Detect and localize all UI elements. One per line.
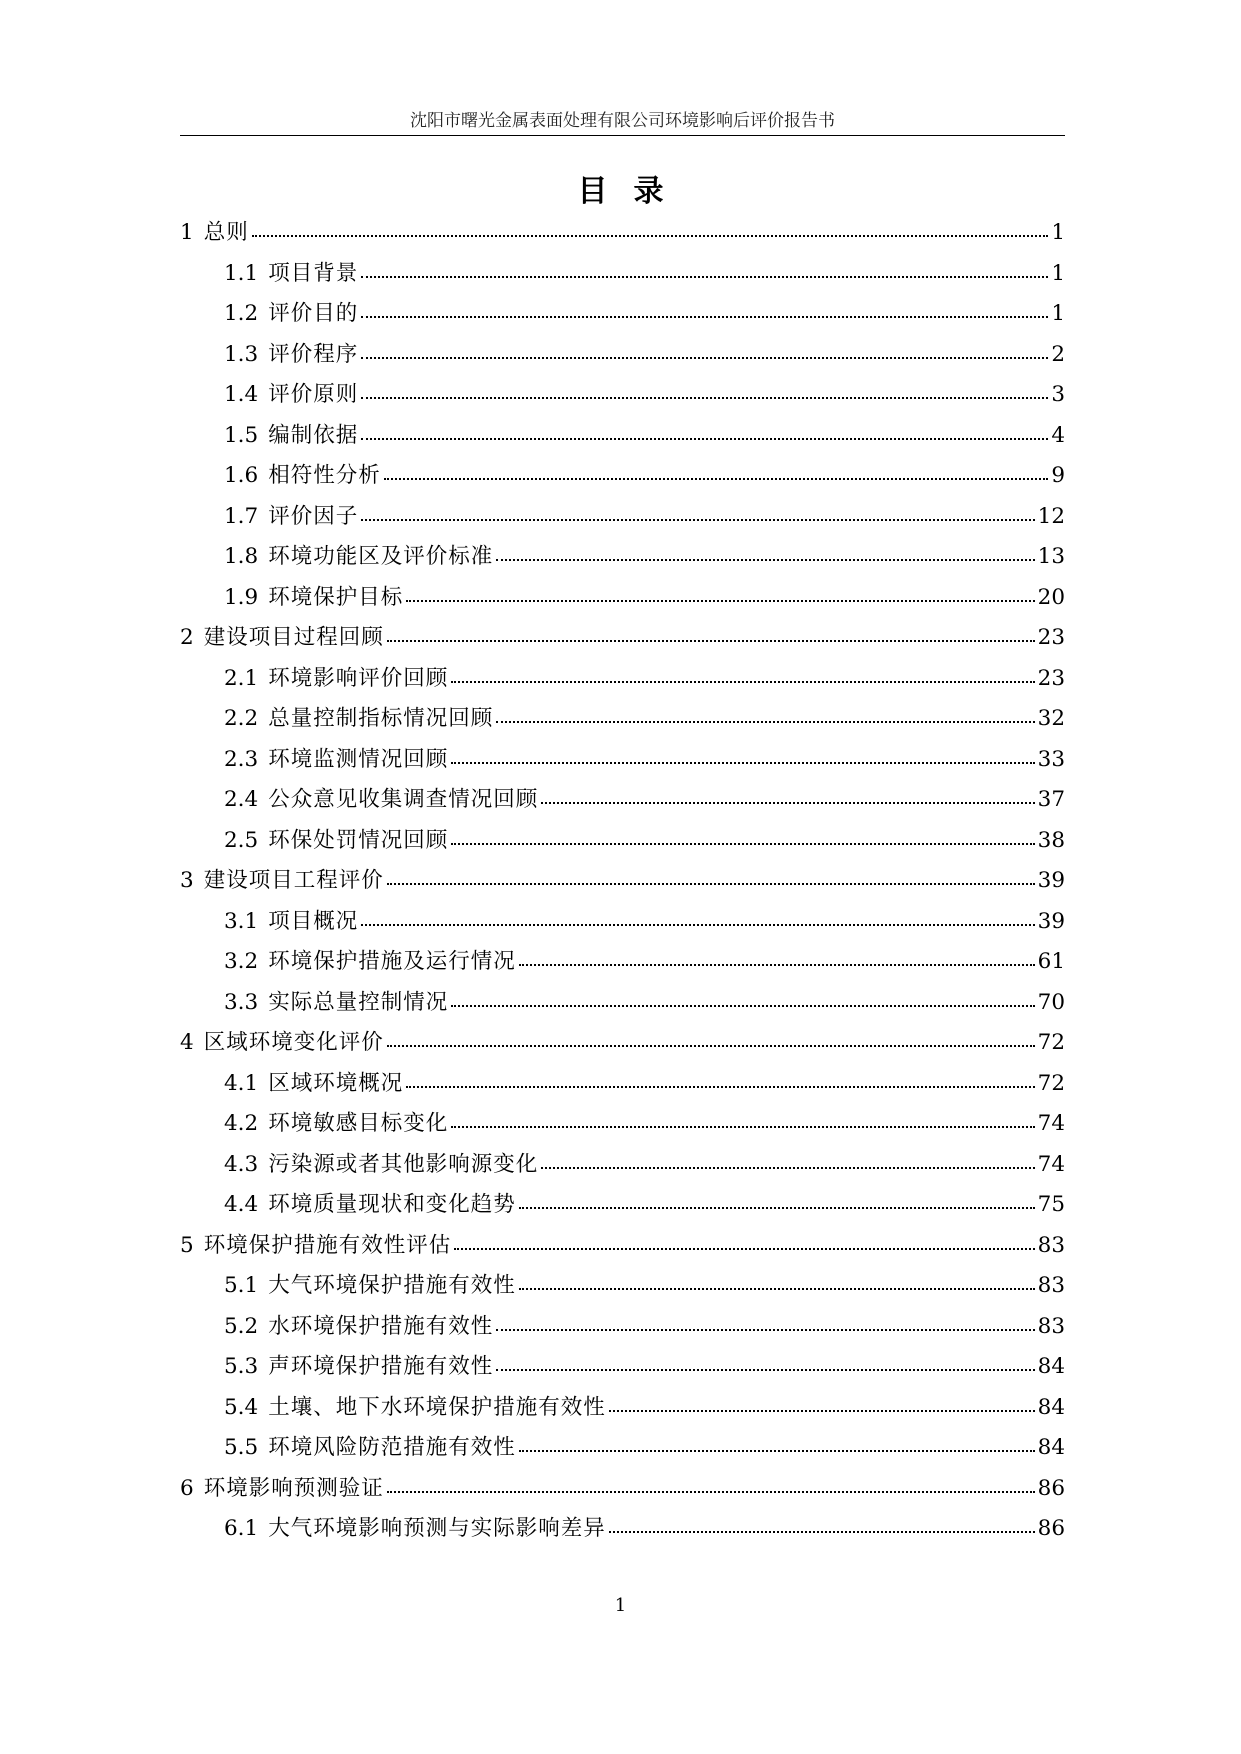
toc-chapter-entry[interactable] (180, 213, 1065, 254)
entry-page-number: 61 (1037, 949, 1065, 974)
toc-section-entry[interactable] (180, 942, 1065, 983)
dot-leader (541, 1166, 1034, 1169)
entry-number: 3 (180, 868, 194, 893)
running-header: 沈阳市曙光金属表面处理有限公司环境影响后评价报告书 (410, 111, 835, 131)
dot-leader (451, 1125, 1034, 1128)
entry-page-number: 23 (1037, 665, 1065, 691)
toc-section-entry[interactable] (180, 1388, 1065, 1429)
toc-chapter-entry[interactable] (180, 1469, 1065, 1510)
entry-page-number: 72 (1037, 1070, 1065, 1096)
entry-title: 区域环境概况 (268, 1070, 404, 1096)
toc-section-entry[interactable] (180, 497, 1065, 538)
dot-leader (387, 1044, 1035, 1047)
entry-page-number: 39 (1037, 908, 1065, 934)
entry-page-number: 13 (1037, 544, 1065, 569)
page-number: 1 (614, 1595, 627, 1616)
entry-number: 5.4 (224, 1394, 259, 1420)
toc-section-entry[interactable] (180, 821, 1065, 862)
entry-page-number: 84 (1037, 1354, 1065, 1379)
dot-leader (406, 1085, 1034, 1088)
toc-section-entry[interactable] (180, 699, 1065, 740)
dot-leader (451, 1004, 1034, 1007)
entry-number: 1.2 (224, 301, 259, 326)
entry-title: 水环境保护措施有效性 (268, 1313, 494, 1339)
entry-title: 环境影响评价回顾 (268, 665, 449, 691)
toc-section-entry[interactable] (180, 1347, 1065, 1388)
entry-number: 1.8 (224, 544, 259, 569)
entry-title: 声环境保护措施有效性 (268, 1354, 494, 1379)
entry-title: 环境保护措施有效性评估 (203, 1232, 452, 1258)
dot-leader (519, 1206, 1035, 1209)
toc-section-entry[interactable] (180, 537, 1065, 578)
entry-number: 4.2 (224, 1111, 259, 1136)
toc-section-entry[interactable] (180, 456, 1065, 497)
entry-title: 相符性分析 (268, 463, 381, 488)
entry-page-number: 72 (1037, 1030, 1065, 1055)
dot-leader (252, 234, 1049, 237)
entry-page-number: 38 (1037, 827, 1065, 853)
toc-section-entry[interactable] (180, 1185, 1065, 1226)
dot-leader (361, 356, 1048, 359)
dot-leader (406, 599, 1034, 602)
toc-section-entry[interactable] (180, 1266, 1065, 1307)
toc-section-entry[interactable] (180, 1064, 1065, 1105)
entry-page-number: 12 (1037, 503, 1065, 529)
toc-chapter-entry[interactable] (180, 1023, 1065, 1064)
entry-title: 评价原则 (268, 382, 359, 407)
dot-leader (609, 1530, 1035, 1533)
dot-leader (361, 923, 1034, 926)
dot-leader (609, 1409, 1035, 1412)
toc-chapter-entry[interactable] (180, 618, 1065, 659)
entry-title: 大气环境保护措施有效性 (268, 1273, 516, 1298)
entry-page-number: 1 (1051, 260, 1065, 286)
entry-number: 3.1 (224, 908, 259, 934)
dot-leader (454, 1247, 1034, 1250)
entry-page-number: 83 (1037, 1273, 1065, 1298)
toc-title: 目录 (577, 174, 690, 209)
entry-number: 5.5 (224, 1435, 259, 1460)
entry-page-number: 83 (1037, 1313, 1065, 1339)
entry-page-number: 9 (1051, 463, 1065, 488)
entry-title: 评价因子 (268, 503, 359, 529)
entry-title: 环境影响预测验证 (203, 1475, 384, 1501)
entry-page-number: 74 (1037, 1111, 1065, 1136)
toc-section-entry[interactable] (180, 254, 1065, 295)
entry-page-number: 86 (1037, 1475, 1065, 1501)
dot-leader (496, 1368, 1034, 1371)
entry-title: 环保处罚情况回顾 (268, 827, 449, 853)
toc-section-entry[interactable] (180, 659, 1065, 700)
entry-number: 3.2 (224, 949, 259, 974)
entry-number: 3.3 (224, 989, 259, 1015)
entry-number: 1 (180, 220, 194, 245)
dot-leader (519, 1287, 1035, 1290)
toc-section-entry[interactable] (180, 578, 1065, 619)
toc-section-entry[interactable] (180, 902, 1065, 943)
toc-section-entry[interactable] (180, 740, 1065, 781)
entry-page-number: 75 (1037, 1192, 1065, 1217)
dot-leader (387, 882, 1035, 885)
entry-page-number: 84 (1037, 1394, 1065, 1420)
entry-number: 5 (180, 1232, 194, 1258)
entry-number: 1.7 (224, 503, 259, 529)
entry-title: 项目背景 (268, 260, 359, 286)
toc-section-entry[interactable] (180, 1145, 1065, 1186)
entry-page-number: 2 (1051, 341, 1065, 367)
entry-page-number: 86 (1037, 1516, 1065, 1541)
entry-number: 4.1 (224, 1070, 259, 1096)
dot-leader (361, 275, 1048, 278)
entry-number: 1.6 (224, 463, 259, 488)
dot-leader (387, 1490, 1035, 1493)
entry-page-number: 23 (1037, 625, 1065, 650)
entry-number: 1.5 (224, 422, 259, 448)
entry-number: 5.3 (224, 1354, 259, 1379)
entry-title: 环境质量现状和变化趋势 (268, 1192, 516, 1217)
entry-title: 公众意见收集调查情况回顾 (268, 787, 539, 812)
entry-page-number: 32 (1037, 706, 1065, 731)
entry-title: 环境监测情况回顾 (268, 746, 449, 772)
entry-page-number: 20 (1037, 584, 1065, 610)
toc-section-entry[interactable] (180, 780, 1065, 821)
entry-number: 1.3 (224, 341, 259, 367)
entry-number: 2 (180, 625, 194, 650)
toc-section-entry[interactable] (180, 983, 1065, 1024)
entry-number: 4.4 (224, 1192, 259, 1217)
entry-page-number: 74 (1037, 1151, 1065, 1177)
entry-number: 1.4 (224, 382, 259, 407)
toc-section-entry[interactable] (180, 1104, 1065, 1145)
entry-page-number: 84 (1037, 1435, 1065, 1460)
toc-section-entry[interactable] (180, 1509, 1065, 1550)
dot-leader (361, 315, 1048, 318)
entry-page-number: 1 (1051, 301, 1065, 326)
dot-leader (384, 477, 1049, 480)
entry-title: 评价程序 (268, 341, 359, 367)
table-of-contents (180, 213, 1065, 1550)
entry-title: 环境保护目标 (268, 584, 404, 610)
toc-chapter-entry[interactable] (180, 861, 1065, 902)
entry-number: 6 (180, 1475, 194, 1501)
entry-number: 2.3 (224, 746, 259, 772)
header-rule (180, 135, 1065, 136)
entry-title: 项目概况 (268, 908, 359, 934)
entry-page-number: 3 (1051, 382, 1065, 407)
dot-leader (451, 680, 1034, 683)
entry-page-number: 1 (1051, 220, 1065, 245)
dot-leader (451, 761, 1034, 764)
entry-number: 1.9 (224, 584, 259, 610)
dot-leader (519, 1449, 1035, 1452)
entry-number: 2.4 (224, 787, 259, 812)
toc-section-entry[interactable] (180, 335, 1065, 376)
dot-leader (496, 720, 1034, 723)
entry-title: 区域环境变化评价 (203, 1030, 384, 1055)
entry-title: 大气环境影响预测与实际影响差异 (268, 1516, 606, 1541)
dot-leader (451, 842, 1034, 845)
entry-title: 评价目的 (268, 301, 359, 326)
entry-title: 实际总量控制情况 (268, 989, 449, 1015)
entry-page-number: 4 (1051, 422, 1065, 448)
dot-leader (387, 639, 1035, 642)
dot-leader (496, 558, 1034, 561)
toc-chapter-entry[interactable] (180, 1226, 1065, 1267)
entry-number: 2.2 (224, 706, 259, 731)
entry-number: 1.1 (224, 260, 259, 286)
entry-page-number: 83 (1037, 1232, 1065, 1258)
entry-title: 总量控制指标情况回顾 (268, 706, 494, 731)
entry-number: 2.1 (224, 665, 259, 691)
entry-page-number: 39 (1037, 868, 1065, 893)
entry-title: 总则 (203, 220, 249, 245)
toc-section-entry[interactable] (180, 294, 1065, 335)
entry-number: 4.3 (224, 1151, 259, 1177)
entry-number: 2.5 (224, 827, 259, 853)
entry-title: 建设项目过程回顾 (203, 625, 384, 650)
entry-title: 环境保护措施及运行情况 (268, 949, 516, 974)
dot-leader (361, 396, 1048, 399)
dot-leader (519, 963, 1035, 966)
entry-title: 土壤、地下水环境保护措施有效性 (268, 1394, 606, 1420)
toc-section-entry[interactable] (180, 375, 1065, 416)
dot-leader (496, 1328, 1034, 1331)
entry-title: 建设项目工程评价 (203, 868, 384, 893)
entry-number: 5.2 (224, 1313, 259, 1339)
entry-title: 编制依据 (268, 422, 359, 448)
dot-leader (541, 801, 1034, 804)
toc-section-entry[interactable] (180, 1307, 1065, 1348)
entry-title: 污染源或者其他影响源变化 (268, 1151, 539, 1177)
toc-section-entry[interactable] (180, 1428, 1065, 1469)
entry-title: 环境敏感目标变化 (268, 1111, 449, 1136)
entry-number: 6.1 (224, 1516, 259, 1541)
entry-page-number: 37 (1037, 787, 1065, 812)
entry-page-number: 33 (1037, 746, 1065, 772)
entry-page-number: 70 (1037, 989, 1065, 1015)
entry-title: 环境功能区及评价标准 (268, 544, 494, 569)
dot-leader (361, 518, 1034, 521)
entry-title: 环境风险防范措施有效性 (268, 1435, 516, 1460)
dot-leader (361, 437, 1048, 440)
entry-number: 4 (180, 1030, 194, 1055)
entry-number: 5.1 (224, 1273, 259, 1298)
toc-section-entry[interactable] (180, 416, 1065, 457)
